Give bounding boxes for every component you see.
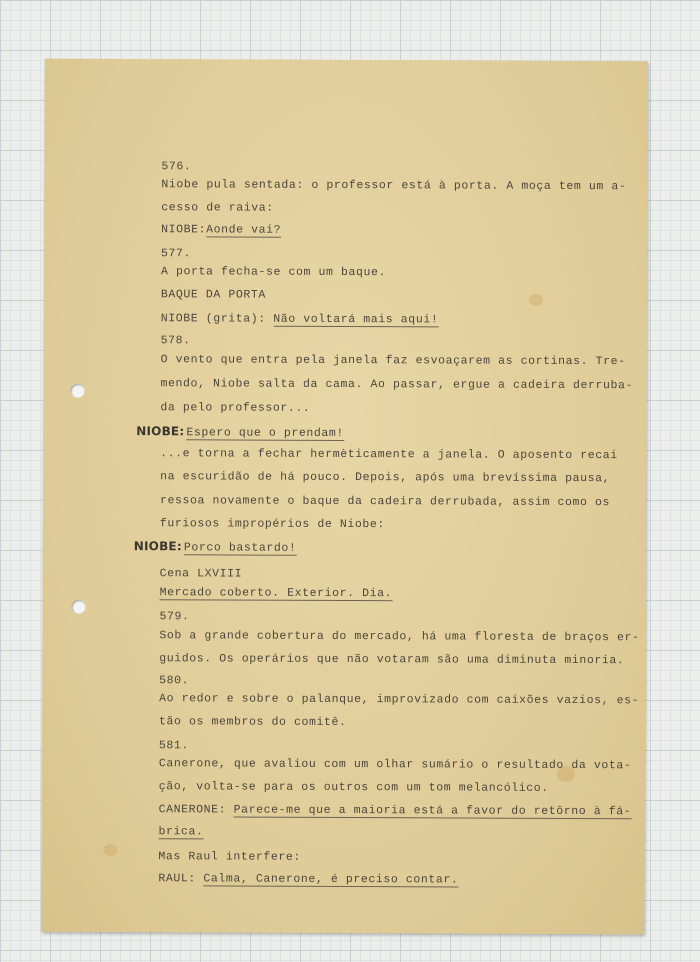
dialogue-line [161,312,439,327]
sound-cue: BAQUE DA PORTA [160,288,266,302]
scene-heading: Cena LXVIII [159,567,243,581]
text-line: tão os membros do comitê. [158,715,347,730]
text-line: furiosos impropérios de Niobe: [159,517,385,532]
text-line: guidos. Os operários que não votaram são uma diminuta minoria. [159,652,625,668]
scene-number: 576. [161,160,192,174]
dialogue: Calma, Canerone, é preciso contar. [203,872,459,887]
speaker: CANERONE: [158,803,227,817]
text-line: ...e torna a fechar hermèticamente a janela. O aposento recai [160,447,618,463]
dialogue-continuation: brica. [158,825,204,839]
typed-page [41,59,648,935]
scene-number: 581. [158,739,189,753]
page-content [41,59,648,935]
text-line: O vento que entra pela janela faz esvoaçarem as cortinas. Tre- [160,353,626,369]
scene-number: 579. [159,610,190,624]
dialogue-line [158,872,458,887]
dialogue: Espero que o prendam! [186,426,344,440]
speaker: NIOBE: [161,223,207,237]
handwritten-speaker: NIOBE: [136,424,185,439]
dialogue: Porco bastardo! [183,541,297,555]
text-line: Sob a grande cobertura do mercado, há uma floresta de braços er- [159,629,640,645]
text-line: da pelo professor... [160,401,311,415]
speaker: RAUL: [158,872,196,886]
dialogue-line [134,539,297,556]
dialogue-line [161,223,281,238]
scene-number: 577. [161,247,192,261]
text-line: cesso de raiva: [161,201,274,215]
scene-number: 578. [160,334,191,348]
text-line: na escuridão de há pouco. Depois, após uma brevíssima pausa, [160,470,611,486]
dialogue-line [136,424,344,441]
speaker: NIOBE (grita): [160,312,266,326]
dialogue: Não voltará mais aqui! [273,312,439,327]
scene-location: Mercado coberto. Exterior. Dia. [159,586,393,601]
text-line: A porta fecha-se com um baque. [160,265,387,280]
text-line: Canerone, que avaliou com um olhar sumário o resultado da vota- [158,757,632,773]
scene-number: 580. [159,674,190,688]
dialogue: Parece-me que a maioria está a favor do retôrno à fá- [233,803,632,819]
text-line: mendo, Niobe salta da cama. Ao passar, ergue a cadeira derruba- [160,377,634,393]
text-line: ção, volta-se para os outros com um tom melancólico. [158,780,549,795]
text-line: Mas Raul interfere: [158,850,301,864]
dialogue-line [159,803,632,819]
dialogue: Aonde vai? [206,223,282,237]
text-line: ressoa novamente o baque da cadeira derrubada, assim como os [159,494,611,510]
handwritten-speaker: NIOBE: [133,539,182,554]
text-line: Ao redor e sobre o palanque, improvizado com caixões vazios, es- [159,692,640,708]
text-line: Niobe pula sentada: o professor está à porta. A moça tem um a- [161,178,627,194]
